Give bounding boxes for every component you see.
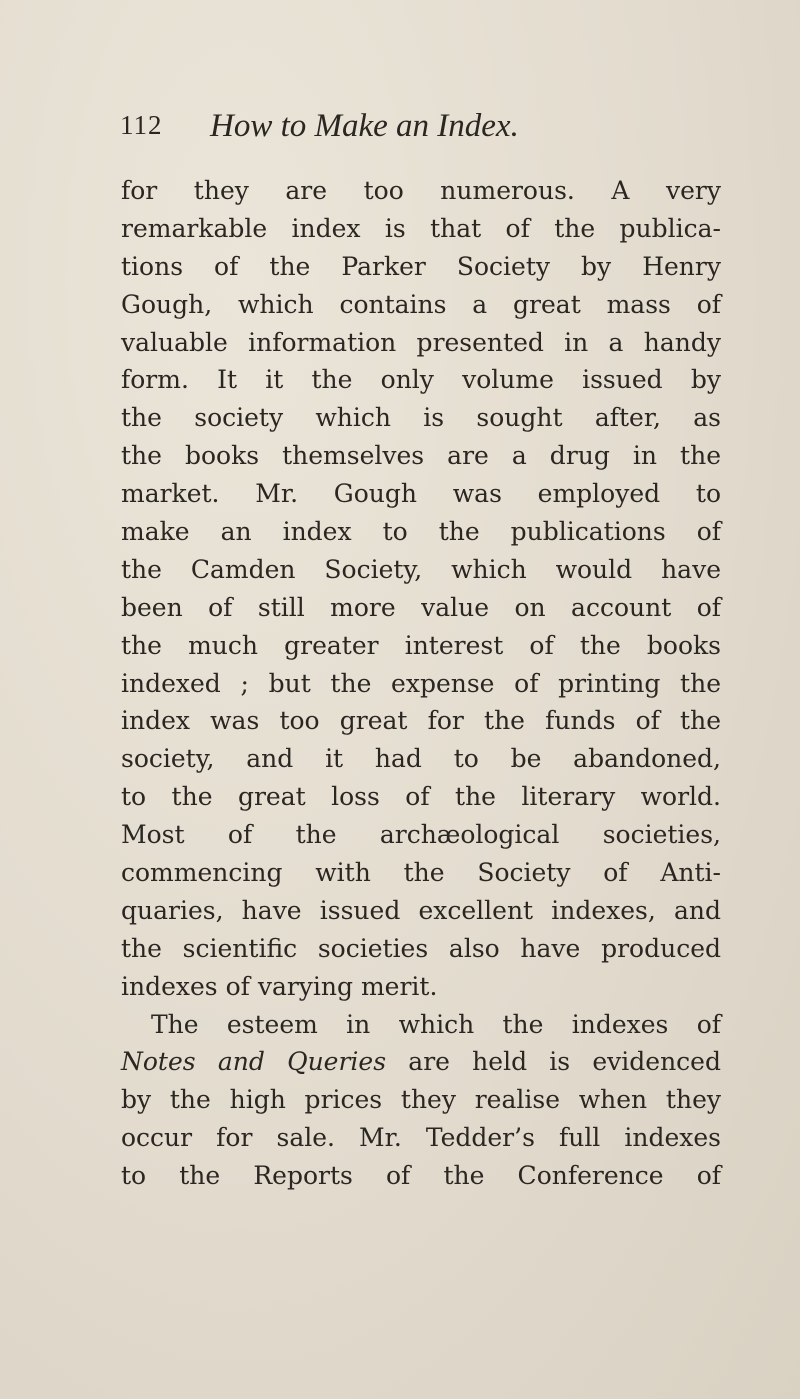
- text-line: form. It it the only volume issued by: [121, 365, 721, 395]
- body-text: [121, 172, 721, 1195]
- text-line: valuable information presented in a handy: [121, 327, 721, 357]
- text-line: the scientific societies also have produced: [121, 933, 721, 963]
- running-title: How to Make an Index.: [210, 108, 519, 144]
- text-line: make an index to the publications of: [121, 517, 721, 547]
- running-head: [120, 108, 720, 152]
- italic-title: Notes and Queries: [121, 1047, 387, 1077]
- text-line: Gough, which contains a great mass of: [121, 289, 721, 319]
- text-line: Most of the archæological societies,: [121, 820, 721, 850]
- text-line-rest: are held is evidenced: [386, 1047, 721, 1077]
- text-line-with-italic-title: [121, 1043, 721, 1081]
- text-line: been of still more value on account of: [121, 592, 721, 622]
- text-line: commencing with the Society of Anti-: [121, 858, 721, 888]
- text-line: tions of the Parker Society by Henry: [121, 251, 721, 281]
- text-line: to the great loss of the literary world.: [121, 782, 721, 812]
- text-line: the society which is sought after, as: [121, 403, 721, 433]
- text-line: by the high prices they realise when they: [121, 1085, 721, 1115]
- text-line: for they are too numerous. A very: [121, 176, 721, 205]
- text-line: The esteem in which the indexes of: [151, 1009, 721, 1039]
- text-line: remarkable index is that of the publica-: [121, 213, 721, 243]
- text-line: the Camden Society, which would have: [121, 554, 721, 584]
- text-line: society, and it had to be abandoned,: [121, 744, 721, 774]
- text-line: the much greater interest of the books: [121, 630, 721, 660]
- text-line: index was too great for the funds of the: [121, 706, 721, 736]
- page-number: 112: [120, 110, 163, 140]
- text-line: occur for sale. Mr. Tedder’s full indexes: [121, 1123, 721, 1153]
- text-line: indexes of varying merit.: [121, 971, 438, 1001]
- text-line: quaries, have issued excellent indexes, and: [121, 895, 721, 925]
- text-line: market. Mr. Gough was employed to: [121, 479, 721, 509]
- text-line: to the Reports of the Conference of: [121, 1161, 721, 1191]
- text-line: indexed ; but the expense of printing the: [121, 668, 721, 698]
- text-line: the books themselves are a drug in the: [121, 441, 721, 471]
